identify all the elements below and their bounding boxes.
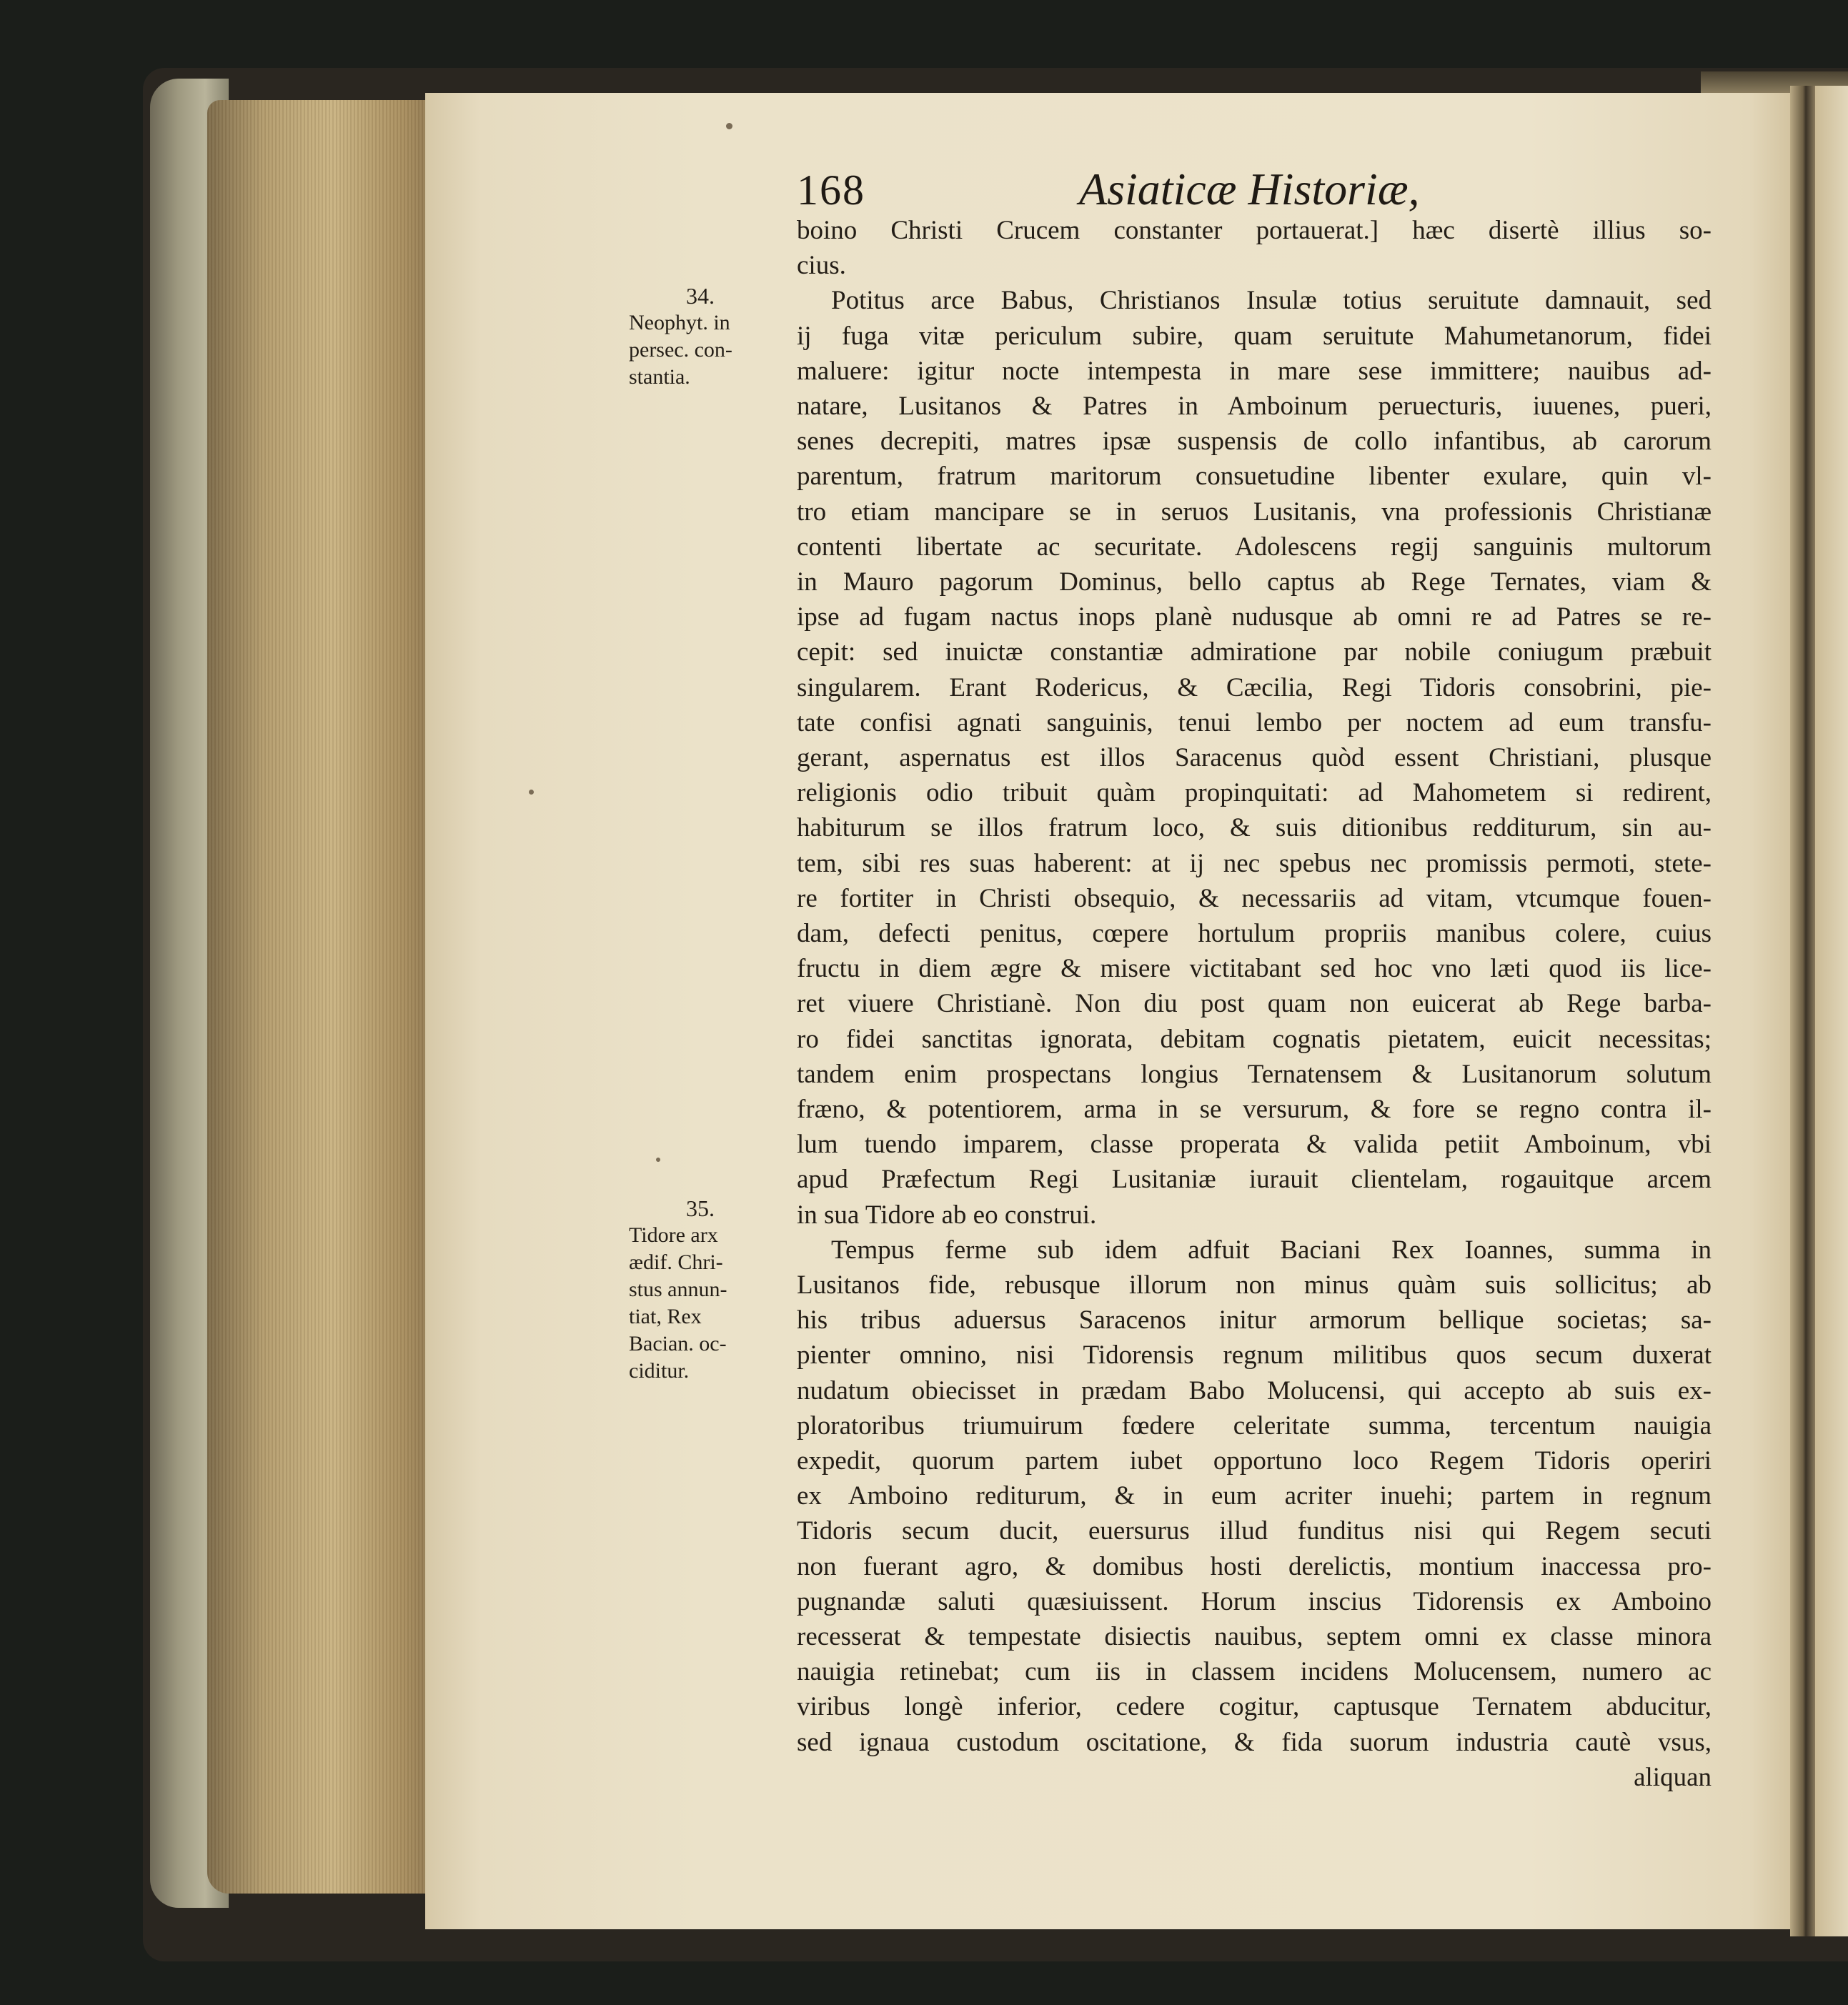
body-line: viribus longè inferior, cedere cogitur, captusque Ternatem abducitur, bbox=[797, 1692, 1712, 1722]
body-line: Potitus arce Babus, Christianos Insulæ totius seruitute damnauit, sed bbox=[831, 286, 1712, 316]
margin-note-line: stantia. bbox=[629, 365, 690, 389]
paper-speck bbox=[656, 1158, 660, 1162]
margin-note-line: persec. con- bbox=[629, 338, 732, 362]
margin-note-35 bbox=[629, 1195, 772, 1385]
body-line: Tidoris secum ducit, euersurus illud funditus nisi qui Regem secuti bbox=[797, 1516, 1712, 1546]
body-line: tate confisi agnati sanguinis, tenui lembo per noctem ad eum transfu- bbox=[797, 707, 1712, 737]
body-line: re fortiter in Christi obsequio, & necessariis ad vitam, vtcumque fouen- bbox=[797, 883, 1712, 913]
margin-note-line: stus annun- bbox=[629, 1278, 727, 1301]
body-line: religionis odio tribuit quàm propinquitati: ad Mahometem si redirent, bbox=[797, 778, 1712, 808]
margin-note-number: 34. bbox=[686, 283, 715, 309]
margin-note-line: Bacian. oc- bbox=[629, 1332, 727, 1355]
body-line: sed ignaua custodum oscitatione, & fida suorum industria cautè vsus, bbox=[797, 1727, 1712, 1757]
body-line: cepit: sed inuictæ constantiæ admiratione par nobile coniugum præbuit bbox=[797, 637, 1712, 667]
body-line: ro fidei sanctitas ignorata, debitam cognatis pietatem, euicit necessitas; bbox=[797, 1024, 1712, 1054]
body-line: in Mauro pagorum Dominus, bello captus ab Rege Ternates, viam & bbox=[797, 567, 1712, 597]
margin-note-line: ciditur. bbox=[629, 1359, 690, 1383]
margin-note-number: 35. bbox=[686, 1195, 715, 1221]
paper-speck bbox=[529, 790, 534, 795]
page-number: 168 bbox=[797, 166, 865, 214]
body-line: his tribus aduersus Saracenos initur armorum bellique societas; sa- bbox=[797, 1305, 1712, 1335]
body-line: ploratoribus triumuirum fœdere celeritate summa, tercentum nauigia bbox=[797, 1411, 1712, 1441]
body-line: Tempus ferme sub idem adfuit Baciani Rex Ioannes, summa in bbox=[831, 1235, 1712, 1265]
margin-note-34 bbox=[629, 282, 772, 391]
body-line: apud Præfectum Regi Lusitaniæ iurauit clientelam, rogauitque arcem bbox=[797, 1165, 1712, 1195]
margin-note-line: Tidore arx bbox=[629, 1223, 718, 1247]
running-head: Asiaticæ Historiæ, bbox=[1079, 164, 1420, 214]
body-line: pugnandæ saluti quæsiuissent. Horum inscius Tidorensis ex Amboino bbox=[797, 1586, 1712, 1616]
body-line: ex Amboino rediturum, & in eum acriter inuehi; partem in regnum bbox=[797, 1481, 1712, 1511]
body-line: ipse ad fugam nactus inops planè nudusque ab omni re ad Patres se re- bbox=[797, 602, 1712, 632]
body-line: boino Christi Crucem constanter portauerat.] hæc disertè illius so- bbox=[797, 216, 1712, 245]
body-line: fructu in diem ægre & misere victitabant sed hoc vno læti quod iis lice- bbox=[797, 954, 1712, 984]
body-line: maluere: igitur nocte intempesta in mare sese immittere; nauibus ad- bbox=[797, 356, 1712, 386]
body-line: dam, defecti penitus, cœpere hortulum propriis manibus colere, cuius bbox=[797, 919, 1712, 948]
body-line: tro etiam mancipare se in seruos Lusitanis, vna professionis Christianæ bbox=[797, 497, 1712, 527]
body-line: lum tuendo imparem, classe properata & valida petiit Amboinum, vbi bbox=[797, 1130, 1712, 1160]
page-edges bbox=[207, 100, 436, 1894]
body-line: Lusitanos fide, rebusque illorum non minus quàm suis sollicitus; ab bbox=[797, 1270, 1712, 1300]
body-line: natare, Lusitanos & Patres in Amboinum peruecturis, iuuenes, pueri, bbox=[797, 392, 1712, 421]
body-line: fræno, & potentiorem, arma in se versurum, & fore se regno contra il- bbox=[797, 1095, 1712, 1124]
body-line: senes decrepiti, matres ipsæ suspensis de collo infantibus, ab carorum bbox=[797, 427, 1712, 457]
body-line: nauigia retinebat; cum iis in classem incidens Molucensem, numero ac bbox=[797, 1657, 1712, 1687]
body-line: aliquan bbox=[1634, 1762, 1712, 1792]
body-line: recesserat & tempestate disiectis nauibus, septem omni ex classe minora bbox=[797, 1622, 1712, 1651]
body-line: non fuerant agro, & domibus hosti derelictis, montium inaccessa pro- bbox=[797, 1551, 1712, 1581]
body-line: ret viuere Christianè. Non diu post quam non euicerat ab Rege barba- bbox=[797, 989, 1712, 1019]
body-line: tem, sibi res suas haberent: at ij nec spebus nec promissis permoti, stete- bbox=[797, 848, 1712, 878]
body-line: gerant, aspernatus est illos Saracenus quòd essent Christiani, plusque bbox=[797, 743, 1712, 772]
body-line: parentum, fratrum maritorum consuetudine libenter exulare, quin vl- bbox=[797, 462, 1712, 492]
body-line: tandem enim prospectans longius Ternatensem & Lusitanorum solutum bbox=[797, 1059, 1712, 1089]
body-line: habiturum se illos fratrum loco, & suis ditionibus redditurum, sin au- bbox=[797, 813, 1712, 843]
margin-note-line: Neophyt. in bbox=[629, 311, 730, 334]
paper-speck bbox=[726, 123, 732, 129]
body-line: nudatum obiecisset in prædam Babo Molucensi, qui accepto ab suis ex- bbox=[797, 1375, 1712, 1406]
body-line: cius. bbox=[797, 251, 846, 281]
margin-note-line: ædif. Chri- bbox=[629, 1250, 723, 1274]
margin-note-line: tiat, Rex bbox=[629, 1305, 702, 1328]
body-line: singularem. Erant Rodericus, & Cæcilia, Regi Tidoris consobrini, pie- bbox=[797, 672, 1712, 702]
right-page-edge bbox=[1815, 86, 1848, 1936]
body-line: pienter omnino, nisi Tidorensis regnum militibus quos secum duxerat bbox=[797, 1340, 1712, 1370]
gutter bbox=[1790, 86, 1819, 1936]
body-line: ij fuga vitæ periculum subire, quam seruitute Mahumetanorum, fidei bbox=[797, 321, 1712, 351]
body-line: contenti libertate ac securitate. Adolescens regij sanguinis multorum bbox=[797, 532, 1712, 562]
body-line: in sua Tidore ab eo construi. bbox=[797, 1200, 1097, 1230]
body-line: expedit, quorum partem iubet opportuno loco Regem Tidoris operiri bbox=[797, 1446, 1712, 1476]
